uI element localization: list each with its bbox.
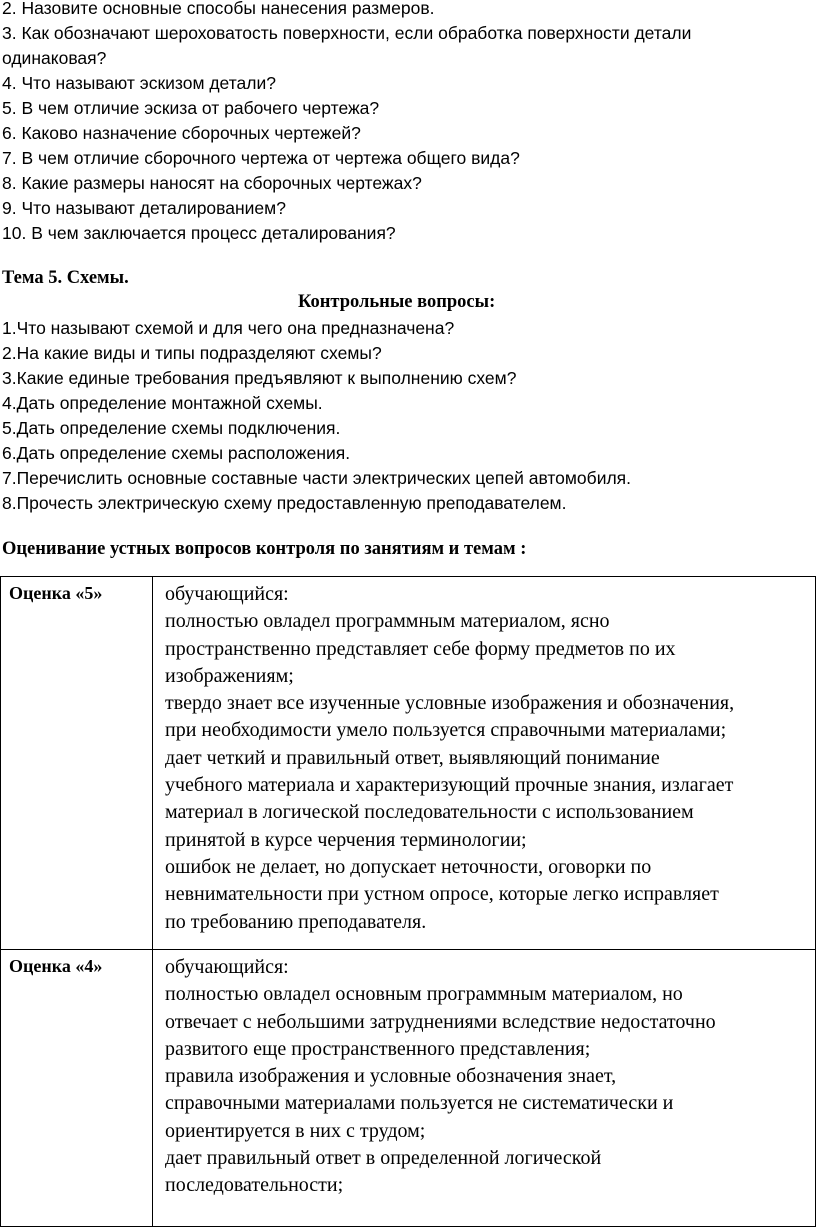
topic-question: 2.На какие виды и типы подразделяют схемы? <box>2 343 382 363</box>
description-line: принятой в курсе черчения терминологии; <box>165 828 527 851</box>
description-line: дает четкий и правильный ответ, выявляющий понимание <box>165 746 660 769</box>
topic-title: Тема 5. Схемы. <box>2 268 129 288</box>
question-line: 2. Назовите основные способы нанесения размеров. <box>2 0 435 18</box>
description-line: пространственно представляет себе форму предметов по их <box>165 637 676 660</box>
table-row <box>1 950 816 1227</box>
assessment-heading: Оценивание устных вопросов контроля по занятиям и темам : <box>2 539 527 559</box>
description-line: учебного материала и характеризующий прочные знания, излагает <box>165 774 734 797</box>
description-line: ошибок не делает, но допускает неточности, оговорки по <box>165 855 652 878</box>
topic-question: 7.Перечислить основные составные части электрических цепей автомобиля. <box>2 468 632 488</box>
question-line: 4. Что называют эскизом детали? <box>2 73 276 93</box>
description-line: материал в логической последовательности с использованием <box>165 801 694 824</box>
topic-subtitle: Контрольные вопросы: <box>298 292 496 312</box>
grade-label: Оценка «5» <box>1 577 153 950</box>
question-line: 5. В чем отличие эскиза от рабочего чертежа? <box>2 98 380 118</box>
question-line: 6. Каково назначение сборочных чертежей? <box>2 123 361 143</box>
description-line: обучающийся: <box>165 956 289 978</box>
topic-question: 4.Дать определение монтажной схемы. <box>2 393 323 413</box>
grade-label: Оценка «4» <box>1 950 153 1227</box>
description-line: полностью овладел программным материалом, ясно <box>165 610 610 633</box>
description-line: изображениям; <box>165 664 294 687</box>
grade-description <box>153 950 816 1227</box>
description-line: обучающийся: <box>165 583 289 605</box>
topic-question: 6.Дать определение схемы расположения. <box>2 443 351 463</box>
description-line: справочными материалами пользуется не систематически и <box>165 1092 674 1115</box>
description-line: по требованию преподавателя. <box>165 910 427 933</box>
topic-question: 3.Какие единые требования предъявляют к выполнению схем? <box>2 368 517 388</box>
description-line: твердо знает все изученные условные изображения и обозначения, <box>165 692 735 715</box>
topic-question: 8.Прочесть электрическую схему предоставленную преподавателем. <box>2 493 567 513</box>
description-line: ориентируется в них с трудом; <box>165 1119 426 1142</box>
topic-question: 5.Дать определение схемы подключения. <box>2 418 341 438</box>
description-line: правила изображения и условные обозначения знает, <box>165 1065 617 1088</box>
question-line: 3. Как обозначают шероховатость поверхности, если обработка поверхности детали <box>2 23 692 43</box>
question-line: 10. В чем заключается процесс деталирования? <box>2 223 396 243</box>
topic-question: 1.Что называют схемой и для чего она предназначена? <box>2 318 455 338</box>
description-line: дает правильный ответ в определенной логической <box>165 1147 602 1170</box>
question-line: 8. Какие размеры наносят на сборочных чертежах? <box>2 173 422 193</box>
description-line: развитого еще пространственного представления; <box>165 1037 591 1060</box>
question-line: одинаковая? <box>2 48 107 68</box>
description-line: невнимательности при устном опросе, которые легко исправляет <box>165 883 719 906</box>
description-line: последовательности; <box>165 1174 344 1197</box>
table-row <box>1 577 816 950</box>
question-line: 9. Что называют деталированием? <box>2 198 286 218</box>
description-line: отвечает с небольшими затруднениями вследствие недостаточно <box>165 1010 716 1033</box>
grading-table <box>0 576 816 1227</box>
grade-description <box>153 577 816 950</box>
question-line: 7. В чем отличие сборочного чертежа от чертежа общего вида? <box>2 148 520 168</box>
description-line: полностью овладел основным программным материалом, но <box>165 983 683 1006</box>
description-line: при необходимости умело пользуется справочными материалами; <box>165 719 727 742</box>
